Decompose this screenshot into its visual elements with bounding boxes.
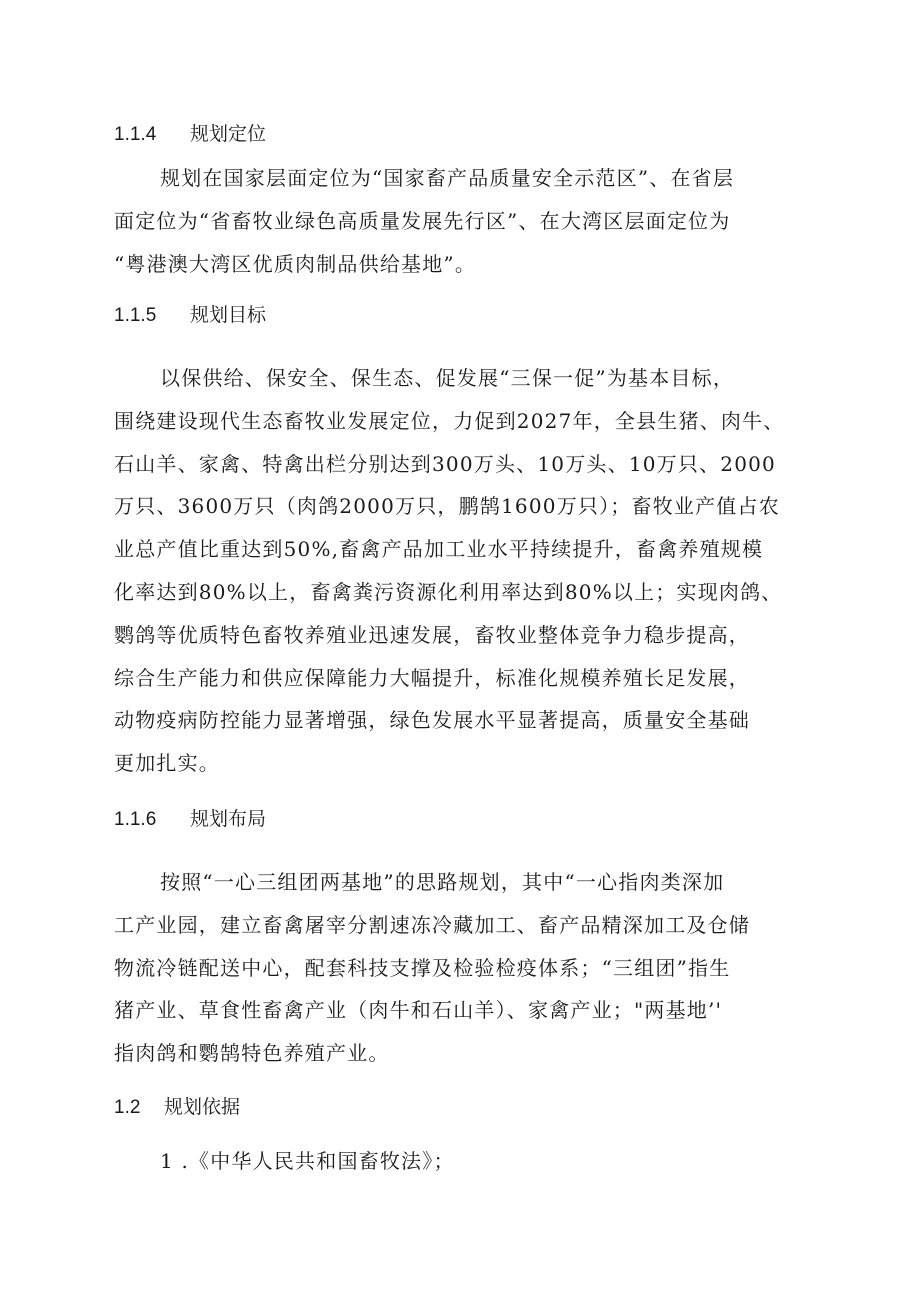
paragraph-goals: [114, 357, 834, 785]
section-number: 1.1.4: [114, 124, 157, 145]
paragraph-line: 综合生产能力和供应保障能力大幅提升，标准化规模养殖长足发展，: [114, 665, 750, 690]
paragraph-line: “粤港澳大湾区优质肉制品供给基地”。: [114, 251, 477, 276]
paragraph-line: 面定位为“省畜牧业绿色高质量发展先行区”、在大湾区层面定位为: [114, 208, 731, 233]
section-title: 规划布局: [190, 808, 267, 830]
basis-list-item: 1 .《中华人民共和国畜牧法》；: [160, 1149, 455, 1173]
paragraph-line: 按照“一心三组团两基地”的思路规划，其中“一心指肉类深加: [160, 870, 725, 894]
paragraph-line: 万只、3600万只（肉鸽2000万只，鹏鹄1600万只）；畜牧业产值占农: [114, 494, 780, 519]
section-heading-1-1-5: [114, 302, 266, 329]
paragraph-line: 围绕建设现代生态畜牧业发展定位，力促到2027年，全县生猪、肉牛、: [114, 408, 785, 433]
section-title: 规划定位: [190, 123, 267, 145]
section-number: 1.1.6: [114, 809, 157, 830]
section-number: 1.2: [114, 1097, 141, 1118]
section-title: 规划依据: [164, 1096, 241, 1118]
paragraph-line: 以保供给、保安全、保生态、促发展“三保一促”为基本目标，: [160, 366, 735, 390]
paragraph-line: 业总产值比重达到50%,畜禽产品加工业水平持续提升，畜禽养殖规模: [114, 537, 764, 562]
paragraph-line: 猪产业、草食性畜禽产业（肉牛和石山羊）、家禽产业；"两基地’': [114, 998, 723, 1023]
paragraph-line: 规划在国家层面定位为“国家畜产品质量安全示范区”、在省层: [160, 166, 735, 190]
paragraph-line: 石山羊、家禽、特禽出栏分别达到300万头、10万头、10万只、2000: [114, 451, 776, 476]
paragraph-line: 动物疫病防控能力显著增强，绿色发展水平显著提高，质量安全基础: [114, 708, 750, 733]
section-title: 规划目标: [190, 304, 267, 326]
paragraph-line: 鹦鸽等优质特色畜牧养殖业迅速发展，畜牧业整体竞争力稳步提高，: [114, 622, 750, 647]
section-heading-1-1-6: [114, 806, 266, 833]
section-heading-1-2: [114, 1094, 240, 1121]
section-heading-1-1-4: [114, 121, 266, 148]
paragraph-line: 物流冷链配送中心，配套科技支撑及检验检疫体系；“三组团”指生: [114, 955, 731, 980]
section-number: 1.1.5: [114, 305, 157, 326]
paragraph-positioning: [114, 157, 834, 285]
paragraph-layout: [114, 861, 834, 1075]
paragraph-line: 指肉鸽和鹦鹄特色养殖产业。: [114, 1041, 390, 1066]
paragraph-line: 更加扎实。: [114, 751, 220, 776]
paragraph-line: 工产业园，建立畜禽屠宰分割速冻冷藏加工、畜产品精深加工及仓储: [114, 912, 750, 937]
paragraph-line: 化率达到80%以上，畜禽粪污资源化利用率达到80%以上；实现肉鸽、: [114, 579, 783, 604]
